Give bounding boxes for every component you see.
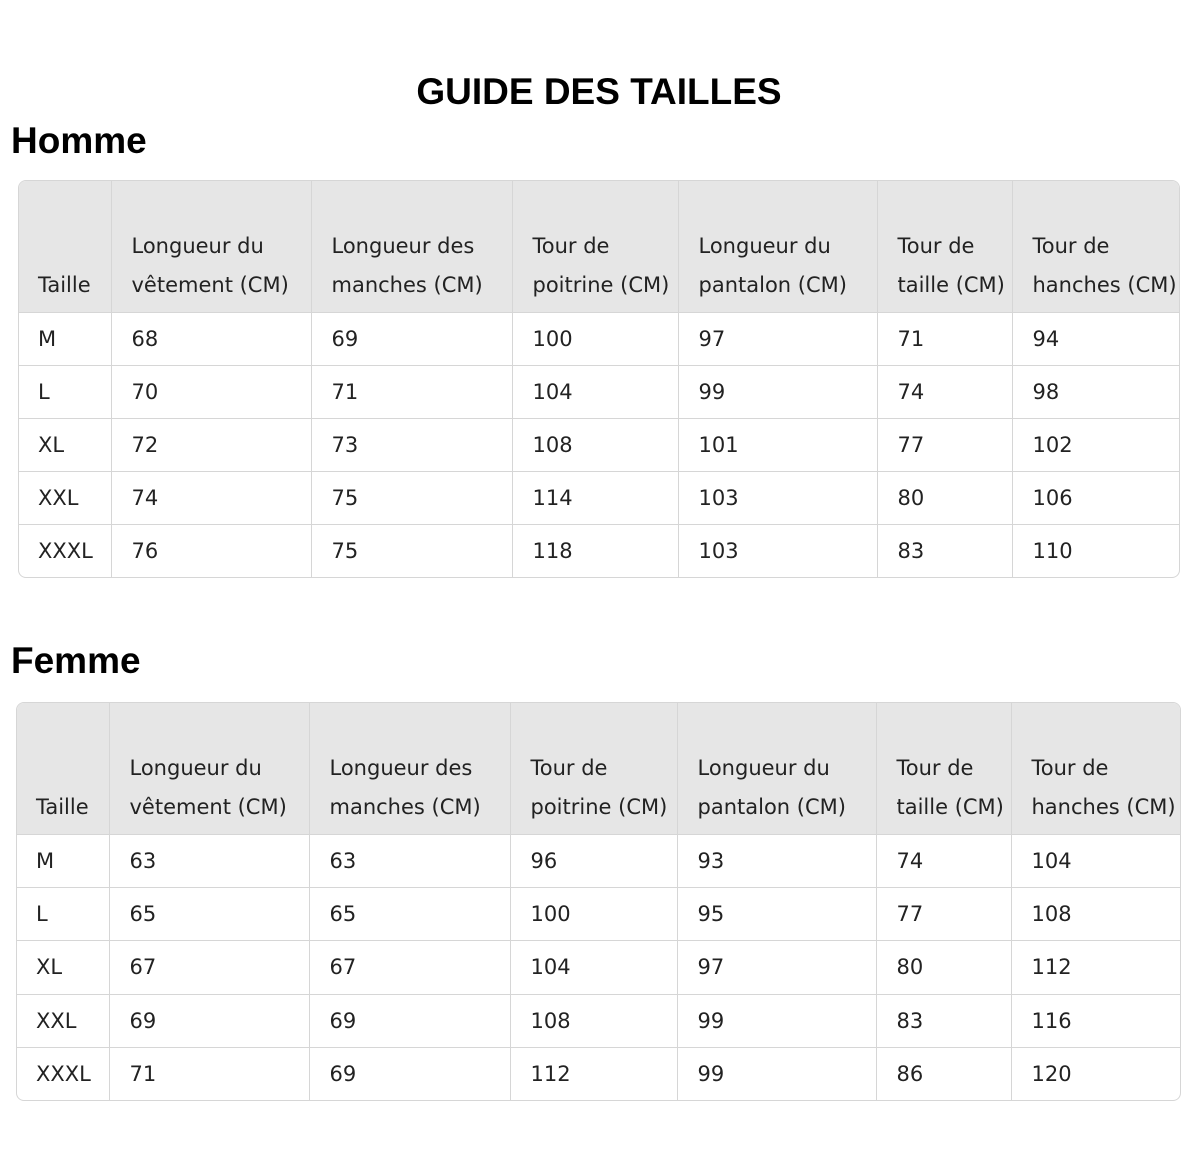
table-cell: 108 [1011,888,1180,941]
table-cell: 100 [512,313,678,366]
table-cell: XXXL [19,525,111,578]
header-cell: Longueur du pantalon (CM) [678,181,877,313]
header-cell: Tour de taille (CM) [876,703,1011,835]
table-row [19,366,1179,419]
table-cell: 110 [1032,539,1073,563]
table-cell: 73 [311,419,512,472]
table-cell: XL [17,941,109,994]
table-cell: L [19,366,111,419]
table-cell: 98 [1012,366,1179,419]
table-cell: 65 [109,888,309,941]
table-cell: 95 [677,888,876,941]
table-row [19,525,1179,578]
table-row [17,994,1180,1047]
table-row [19,472,1179,525]
table-cell: 72 [111,419,311,472]
table-cell: 114 [512,472,678,525]
header-cell: Longueur du vêtement (CM) [109,703,309,835]
table-cell: 108 [510,994,677,1047]
table-cell: 103 [678,525,877,578]
header-cell: Tour de taille (CM) [877,181,1012,313]
header-cell: Longueur du vêtement (CM) [111,181,311,313]
table-cell: 106 [1012,472,1179,525]
table-cell: 118 [512,525,678,578]
table-cell: 112 [510,1047,677,1100]
header-cell: Tour de hanches (CM) [1011,703,1180,835]
table-cell: XL [19,419,111,472]
table-cell: 74 [877,366,1012,419]
table-cell: M [19,313,111,366]
size-table-femme [16,702,1181,1101]
table-cell: 97 [678,313,877,366]
table-header-row [17,703,1180,835]
table-cell: 75 [311,472,512,525]
table-cell: XXL [17,994,109,1047]
table-cell: 65 [309,888,510,941]
table-cell: 104 [510,941,677,994]
table-row [17,835,1180,888]
table-row [19,419,1179,472]
table-cell: 108 [512,419,678,472]
table-cell: 100 [510,888,677,941]
table-cell: 99 [677,994,876,1047]
table-row [19,313,1179,366]
size-table-homme [18,180,1180,578]
table-cell: 80 [877,472,1012,525]
table-cell: 77 [877,419,1012,472]
table-row [17,941,1180,994]
table-cell: 86 [876,1047,1011,1100]
page-title: GUIDE DES TAILLES [416,71,782,112]
table-cell: 104 [512,366,678,419]
table-cell: 120 [1031,1061,1072,1086]
section-title-femme: Femme [11,640,141,681]
header-cell: Longueur des manches (CM) [311,181,512,313]
table-cell: 112 [1011,941,1180,994]
table-header-row [19,181,1179,313]
table-cell: 69 [311,313,512,366]
table-cell: 99 [678,366,877,419]
table-cell: 71 [877,313,1012,366]
header-cell: Taille [17,703,109,835]
table-cell: XXL [19,472,111,525]
table-cell: 101 [678,419,877,472]
table-cell: 71 [311,366,512,419]
table-cell: 67 [309,941,510,994]
table-cell: L [17,888,109,941]
table-cell: 97 [677,941,876,994]
table-cell: 75 [311,525,512,578]
header-cell: Longueur des manches (CM) [309,703,510,835]
header-cell: Tour de hanches (CM) [1012,181,1179,313]
table-cell: 116 [1011,994,1180,1047]
table-cell: XXXL [17,1047,109,1100]
table-row [17,1047,1180,1100]
table-cell: 71 [109,1047,309,1100]
size-table [19,181,1179,577]
table-cell: 74 [111,472,311,525]
table-cell: M [17,835,109,888]
table-cell: 99 [677,1047,876,1100]
header-cell: Taille [19,181,111,313]
size-table [17,703,1180,1100]
header-cell: Tour de poitrine (CM) [510,703,677,835]
section-title-homme: Homme [11,120,147,161]
table-cell: 94 [1012,313,1179,366]
table-cell: 96 [510,835,677,888]
table-cell: 69 [309,994,510,1047]
table-cell: 68 [111,313,311,366]
header-cell: Tour de poitrine (CM) [512,181,678,313]
table-cell: 102 [1012,419,1179,472]
table-cell: 67 [109,941,309,994]
table-row [17,888,1180,941]
table-cell: 69 [109,994,309,1047]
table-cell: 103 [678,472,877,525]
table-cell: 76 [111,525,311,578]
table-cell: 74 [876,835,1011,888]
table-cell: 80 [876,941,1011,994]
table-cell: 70 [111,366,311,419]
table-cell: 63 [109,835,309,888]
table-cell: 104 [1011,835,1180,888]
header-cell: Longueur du pantalon (CM) [677,703,876,835]
table-cell: 83 [876,994,1011,1047]
table-cell: 83 [877,525,1012,578]
table-cell: 63 [309,835,510,888]
table-cell: 69 [309,1047,510,1100]
table-cell: 93 [677,835,876,888]
table-cell: 77 [876,888,1011,941]
